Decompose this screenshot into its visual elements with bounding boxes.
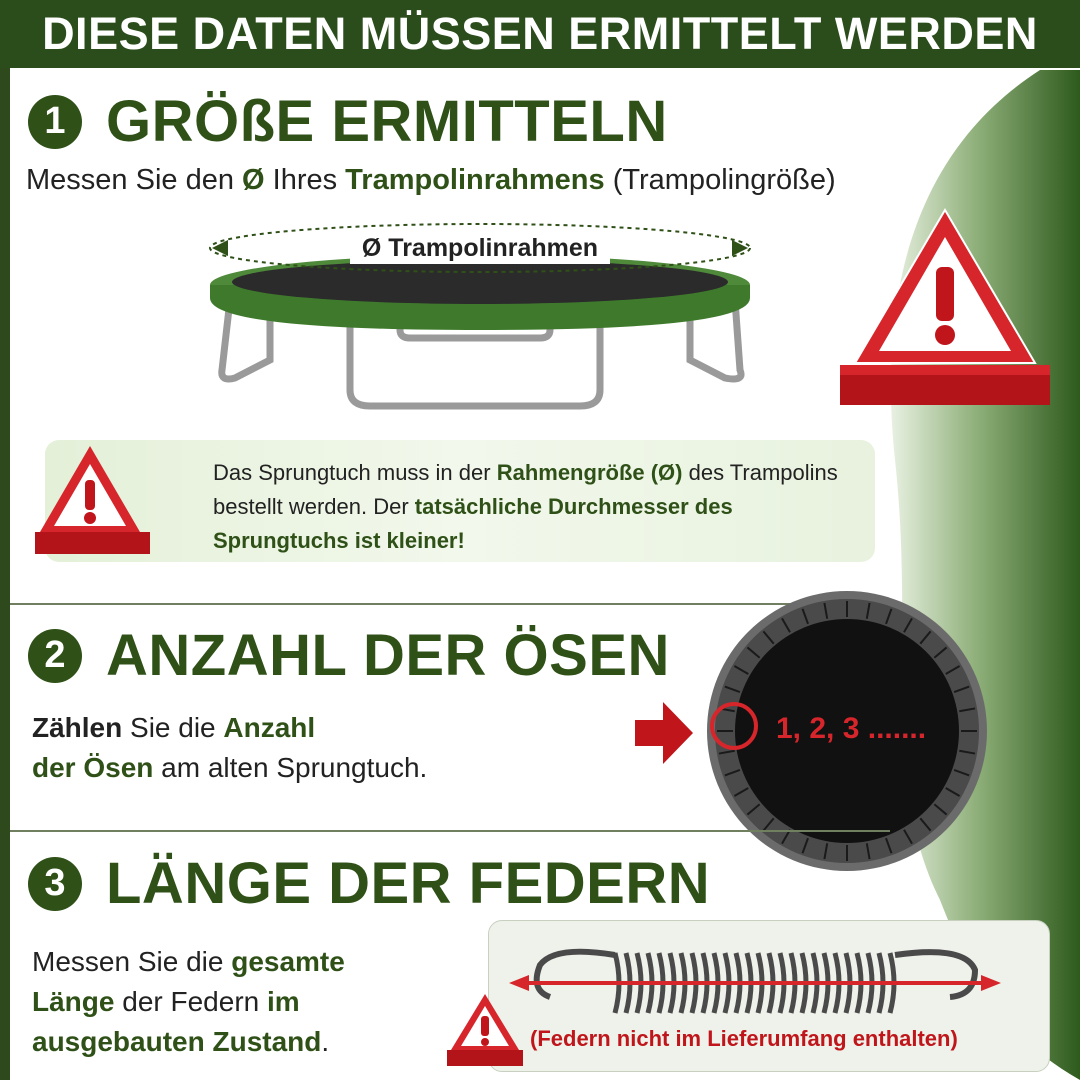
eyelet-count-label: 1, 2, 3 ....... [776,712,927,745]
diagram-label: Ø Trampolinrahmen [361,234,599,262]
divider-2 [10,830,890,832]
step-number-3: 3 [28,857,82,911]
warning-sign-spring-icon [445,992,525,1068]
section1-instruction: Messen Sie den Ø Ihres Trampolinrahmens (Trampolingröße) [26,164,836,196]
header-title: DIESE DATEN MÜSSEN ERMITTELT WERDEN [42,8,1038,59]
spring-diagram [495,935,1015,1030]
section2-heading: ANZAHL DER ÖSEN [106,623,670,688]
spring-note: (Federn nicht im Lieferumfang enthalten) [530,1026,958,1051]
red-arrow-icon [633,698,695,768]
warning-sign-large-icon [835,205,1055,415]
section3-title [28,850,710,917]
section3-instruction: Messen Sie die gesamte Länge der Federn im ausgebauten Zustand. [32,946,345,1057]
note-text: Das Sprungtuch muss in der Rahmengröße (Ø) des Trampolins bestellt werden. Der tatsächliche Durchmesser des Sprungtuchs ist kleiner! [213,460,838,553]
section3-heading: LÄNGE DER FEDERN [106,851,711,916]
warning-sign-small-icon [30,442,155,560]
section2-title [28,622,670,689]
section2-instruction: Zählen Sie die Anzahl der Ösen am alten Sprungtuch. [32,712,428,783]
header-banner [0,0,1080,68]
section1-heading: GRÖßE ERMITTELN [106,89,668,154]
step-number-1: 1 [28,95,82,149]
trampoline-diagram [200,210,770,420]
left-frame [0,0,10,1080]
step-number-2: 2 [28,629,82,683]
section1-title [28,88,668,155]
